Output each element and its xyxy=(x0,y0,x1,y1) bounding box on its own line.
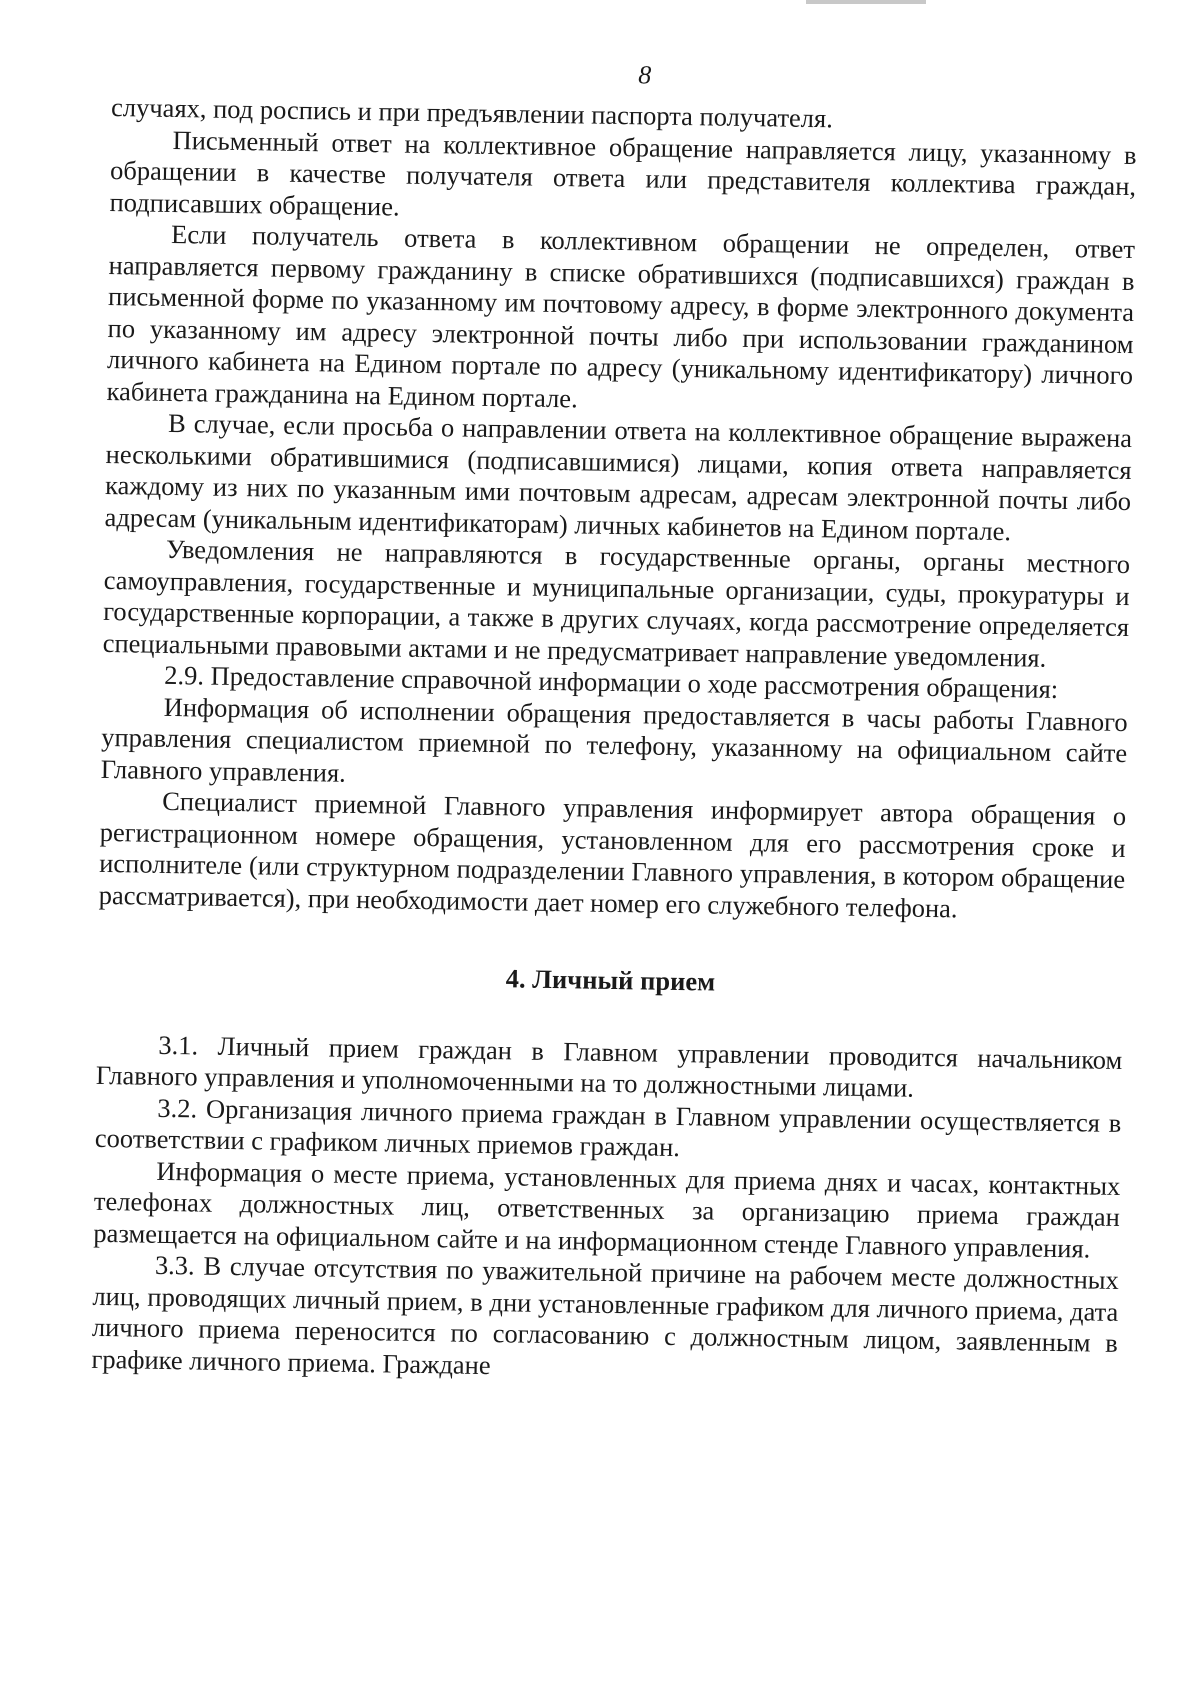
paragraph: случаях, под роспись и при предъявлении паспорта получателя. xyxy=(110,91,834,134)
paragraph: Информация об исполнении обращения предоставляется в часы работы Главного управления специалистом приемной по телефону, указанному на официальном сайте Главного управления. xyxy=(100,691,1128,788)
paragraph: Информация о месте приема, установленных для приема днях и часах, контактных телефонах должностных лиц, ответственных за организацию приема граждан размещается на официальном сайте и на информационном стенде Главного управления. xyxy=(93,1155,1121,1264)
paragraph: Специалист приемной Главного управления информирует автора обращения о регистрационном номере обращения, установленном для его рассмотрения сроке и исполнителе (или структурном подразделении Главного управления, в котором обращение рассматривается), при необходимости дает номер его служебного телефона. xyxy=(98,785,1127,923)
paragraph: В случае, если просьба о направлении ответа на коллективное обращение выражена несколькими обратившимися (подписавшимися) лицами, копия ответа направляется каждому из них по указанным ими почтовым адресам, адресам электронной почты либо адресам (уникальным идентификаторам) личных кабинетов на Едином портале. xyxy=(104,407,1133,546)
page-number: 8 xyxy=(637,60,652,90)
section-item-3-3: 3.3. В случае отсутствия по уважительной причине на рабочем месте должностных лиц, проводящих личный прием, в дни установленные графиком для личного приема, дата личного приема переносится по согласованию с должностным лицом, заявленным в графике личного приема. Граждане xyxy=(91,1249,1120,1380)
section-item-3-2: 3.2. Организация личного приема граждан в Главном управлении осуществляется в соответствии с графиком личных приемов граждан. xyxy=(94,1092,1122,1163)
document-body xyxy=(91,52,1138,1391)
paragraph: Уведомления не направляются в государственные органы, органы местного самоуправления, государственные и муниципальные организации, суды, прокуратуры и государственные корпорации, а также в других случаях, когда рассмотрение определяется специальными правовыми актами и не предусматривает направление уведомления. xyxy=(102,533,1131,673)
scan-artifact xyxy=(806,0,926,4)
paragraph: Если получатель ответа в коллективном обращении не определен, ответ направляется первому гражданину в списке обратившихся (подписавшихся) граждан в письменной форме по указанному им почтовому адресу, в форме электронного документа по указанному им адресу электронной почты либо при использовании гражданином личного кабинета на Едином портале по адресу (уникальному идентификатору) личного кабинета гражданина на Едином портале. xyxy=(106,218,1136,413)
section-heading: 4. Личный прием xyxy=(505,963,716,997)
section-item-3-1: 3.1. Личный прием граждан в Главном управлении проводится начальником Главного управления и уполномоченными на то должностными лицами. xyxy=(95,1029,1123,1103)
paragraph: Письменный ответ на коллективное обращение направляется лицу, указанному в обращении в качестве получателя ответа или представителя коллектива граждан, подписавших обращение. xyxy=(109,124,1137,222)
section-item-2-9: 2.9. Предоставление справочной информации о ходе рассмотрения обращения: xyxy=(163,659,1059,704)
